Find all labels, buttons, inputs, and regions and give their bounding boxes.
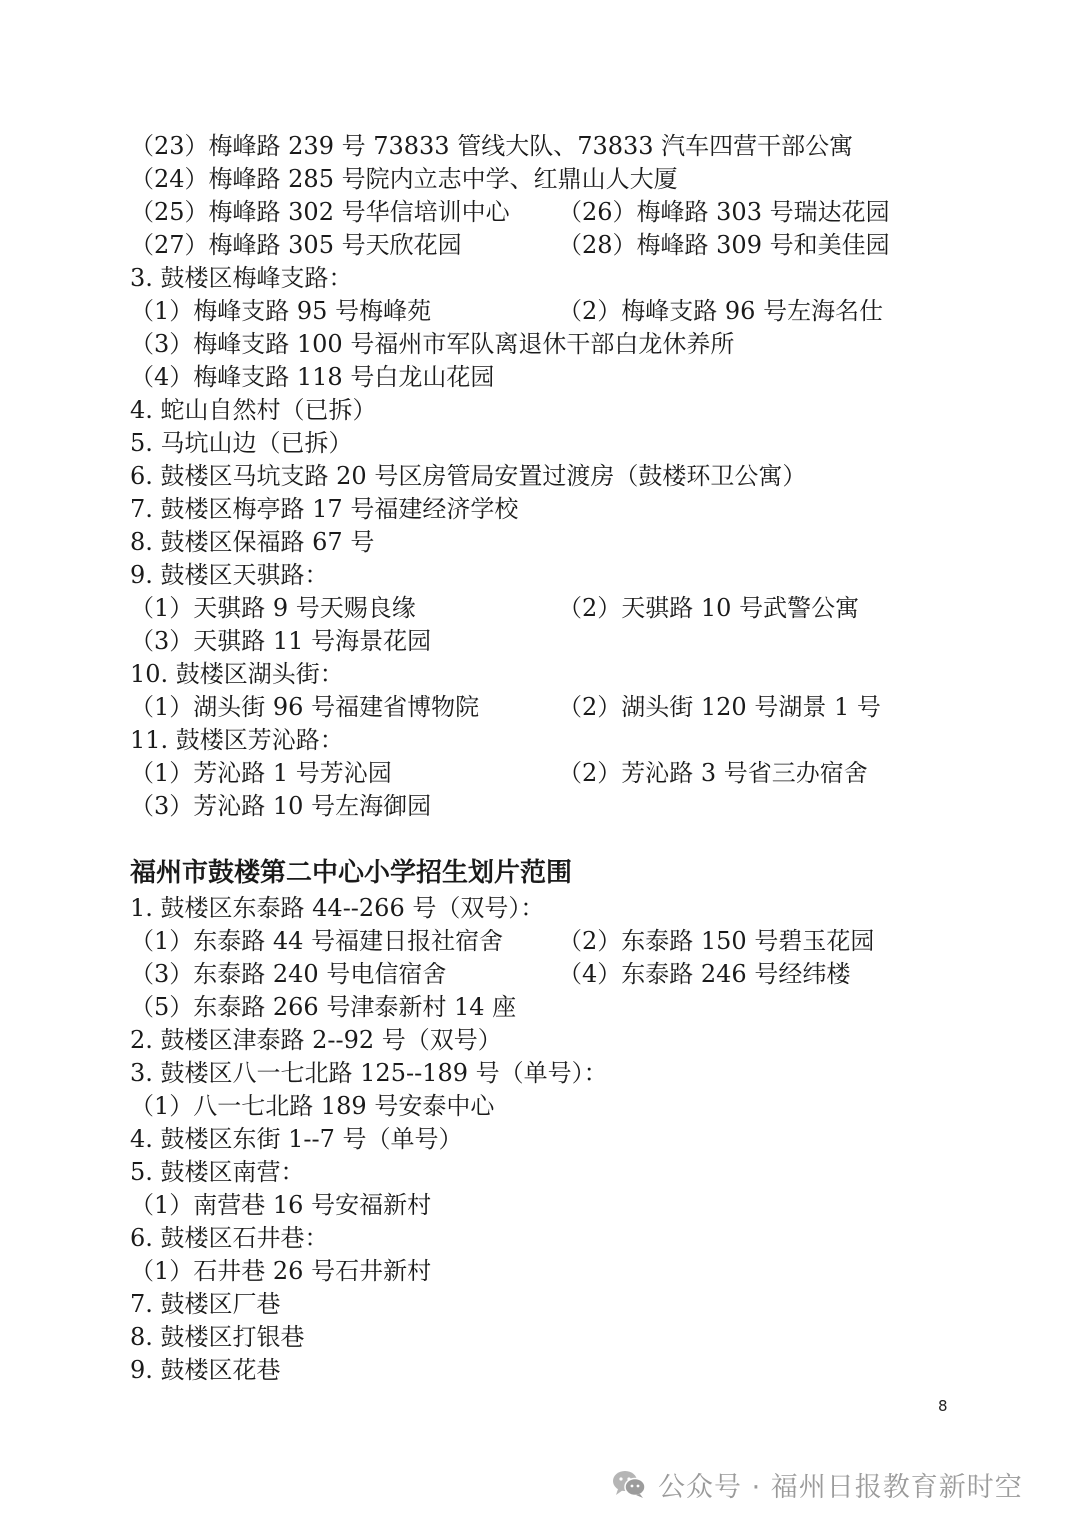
list-item: （1）石井巷 26 号石井新村: [130, 1257, 432, 1285]
list-item: （5）东泰路 266 号津泰新村 14 座: [130, 993, 517, 1021]
list-item: （24）梅峰路 285 号院内立志中学、红鼎山人大厦: [130, 165, 678, 193]
list-item: （2）东泰路 150 号碧玉花园: [558, 927, 875, 955]
list-item: （1）南营巷 16 号安福新村: [130, 1191, 432, 1219]
list-item-row: [130, 592, 860, 625]
list-heading: 11. 鼓楼区芳沁路：: [130, 726, 344, 754]
list-item: （3）东泰路 240 号电信宿舍: [130, 960, 447, 988]
list-item: （27）梅峰路 305 号天欣花园: [130, 231, 462, 259]
list-item: （23）梅峰路 239 号 73833 管线大队、73833 汽车四营干部公寓: [130, 132, 854, 160]
list-item: （25）梅峰路 302 号华信培训中心: [130, 198, 510, 226]
list-item: （3）天骐路 11 号海景花园: [130, 627, 432, 655]
list-item: （2）梅峰支路 96 号左海名仕: [558, 297, 884, 325]
list-heading: 9. 鼓楼区天骐路：: [130, 561, 329, 589]
section-title: 福州市鼓楼第二中心小学招生划片范围: [130, 858, 573, 888]
list-heading: 7. 鼓楼区梅亭路 17 号福建经济学校: [130, 495, 519, 523]
footer-text: 公众号 · 福州日报教育新时空: [658, 1471, 1023, 1503]
list-heading: 4. 蛇山自然村（已拆）: [130, 396, 377, 424]
list-item: （3）梅峰支路 100 号福州市军队离退休干部白龙休养所: [130, 330, 735, 358]
list-item: （2）天骐路 10 号武警公寓: [558, 594, 860, 622]
list-heading: 6. 鼓楼区石井巷：: [130, 1224, 329, 1252]
list-heading: 8. 鼓楼区保福路 67 号: [130, 528, 375, 556]
list-item-row: [130, 229, 890, 262]
wechat-icon: [612, 1469, 646, 1499]
list-item: （1）芳沁路 1 号芳沁园: [130, 759, 392, 787]
list-item: （4）梅峰支路 118 号白龙山花园: [130, 363, 495, 391]
list-item: （1）梅峰支路 95 号梅峰苑: [130, 297, 432, 325]
list-heading: 5. 鼓楼区南营：: [130, 1158, 305, 1186]
list-item-row: [130, 691, 881, 724]
list-item-row: [130, 925, 875, 958]
list-item-row: [130, 958, 851, 991]
list-item: （3）芳沁路 10 号左海御园: [130, 792, 432, 820]
list-heading: 6. 鼓楼区马坑支路 20 号区房管局安置过渡房（鼓楼环卫公寓）: [130, 462, 807, 490]
list-item: （1）东泰路 44 号福建日报社宿舍: [130, 927, 504, 955]
list-item: （28）梅峰路 309 号和美佳园: [558, 231, 890, 259]
page-number: 8: [938, 1397, 948, 1415]
list-heading: 8. 鼓楼区打银巷: [130, 1323, 305, 1351]
list-item: （2）湖头街 120 号湖景 1 号: [558, 693, 881, 721]
list-heading: 9. 鼓楼区花巷: [130, 1356, 281, 1384]
watermark-footer: [612, 1462, 1023, 1506]
list-heading: 7. 鼓楼区厂巷: [130, 1290, 281, 1318]
list-item-row: [130, 757, 868, 790]
list-item: （1）八一七北路 189 号安泰中心: [130, 1092, 495, 1120]
list-item-row: [130, 196, 890, 229]
list-heading: 3. 鼓楼区八一七北路 125--189 号（单号）：: [130, 1059, 608, 1087]
list-heading: 1. 鼓楼区东泰路 44--266 号（双号）：: [130, 894, 545, 922]
list-item: （26）梅峰路 303 号瑞达花园: [558, 198, 890, 226]
list-heading: 2. 鼓楼区津泰路 2--92 号（双号）: [130, 1026, 502, 1054]
list-item: （1）湖头街 96 号福建省博物院: [130, 693, 480, 721]
list-item: （4）东泰路 246 号经纬楼: [558, 960, 851, 988]
list-heading: 4. 鼓楼区东街 1--7 号（单号）: [130, 1125, 463, 1153]
list-heading: 3. 鼓楼区梅峰支路：: [130, 264, 353, 292]
list-heading: 10. 鼓楼区湖头街：: [130, 660, 344, 688]
list-item: （2）芳沁路 3 号省三办宿舍: [558, 759, 868, 787]
list-item: （1）天骐路 9 号天赐良缘: [130, 594, 416, 622]
list-item-row: [130, 295, 884, 328]
list-heading: 5. 马坑山边（已拆）: [130, 429, 353, 457]
